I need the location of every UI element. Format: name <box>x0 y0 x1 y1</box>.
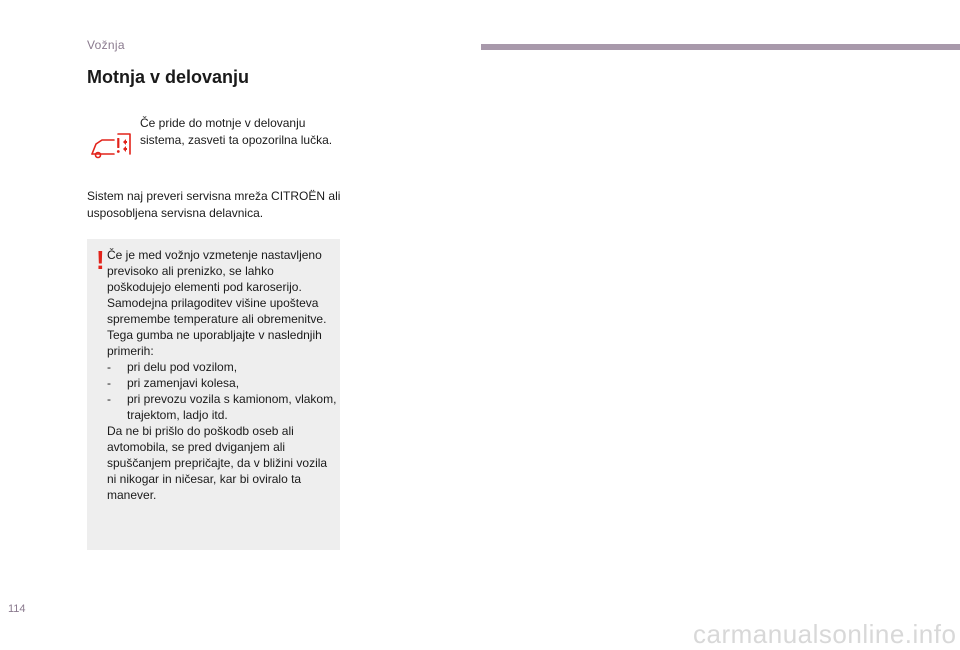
suspension-fault-icon <box>90 130 132 160</box>
warning-intro: Če je med vožnjo vzmetenje nastavljeno previsoko ali prenizko, se lahko poškodujejo elementi pod karoserijo. <box>107 248 322 294</box>
section-label: Vožnja <box>87 38 125 52</box>
watermark: carmanualsonline.info <box>693 619 957 649</box>
warning-box <box>87 239 340 550</box>
list-item: - pri prevozu vozila s kamionom, vlakom, trajektom, ladjo itd. <box>107 392 337 422</box>
page-number: 114 <box>8 603 26 615</box>
warning-content <box>107 247 339 503</box>
warning-mark-icon: ! <box>96 245 105 275</box>
service-note: Sistem naj preveri servisna mreža CITROËN ali usposobljena servisna delavnica. <box>87 189 341 220</box>
list-item: - pri zamenjavi kolesa, <box>107 376 240 390</box>
list-item: - pri delu pod vozilom, <box>107 360 238 374</box>
warning-closing: Da ne bi prišlo do poškodb oseb ali avtomobila, se pred dviganjem ali spuščanjem prepričajte, da v bližini vozila ni nikogar in ničesar, kar bi oviralo ta manever. <box>107 424 328 502</box>
fault-description: Če pride do motnje v delovanju sistema, zasveti ta opozorilna lučka. <box>140 116 333 147</box>
warning-do-not-use: Tega gumba ne uporabljajte v naslednjih primerih: <box>107 328 322 358</box>
warning-adjust: Samodejna prilagoditev višine upošteva spremembe temperature ali obremenitve. <box>107 296 327 326</box>
page-title: Motnja v delovanju <box>87 67 250 87</box>
header-bar <box>481 44 960 50</box>
